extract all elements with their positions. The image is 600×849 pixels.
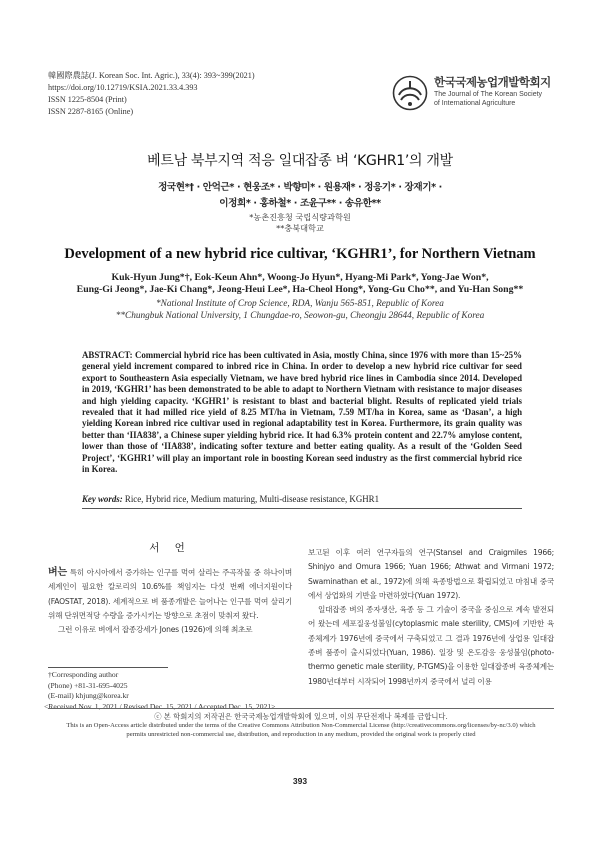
copyright-line-1: ⓒ 본 학회지의 저작권은 한국국제농업개발학회에 있으며, 이의 무단전재나 복제를 금합니다. bbox=[154, 712, 448, 721]
body-right-column bbox=[308, 546, 554, 689]
society-subtitle-line-2: of International Agriculture bbox=[434, 100, 516, 107]
korean-affiliations bbox=[0, 212, 600, 234]
society-subtitle-line-1: The Journal of The Korean Society bbox=[434, 91, 543, 98]
korean-authors bbox=[100, 180, 500, 212]
doi-link[interactable]: https://doi.org/10.12719/KSIA.2021.33.4.393 bbox=[48, 83, 198, 92]
author-email[interactable]: (E-mail) khjung@korea.kr bbox=[48, 691, 129, 700]
lead-word: 벼는 bbox=[48, 567, 67, 578]
korean-affiliation-1: *농촌진흥청 국립식량과학원 bbox=[249, 212, 351, 222]
body-left-column bbox=[48, 566, 292, 637]
korean-affiliation-2: **충북대학교 bbox=[276, 223, 324, 233]
corresponding-author: †Corresponding author bbox=[48, 670, 119, 679]
english-authors bbox=[70, 272, 530, 296]
journal-citation: 韓國際農誌(J. Korean Soc. Int. Agric.), 33(4): 393~399(2021) bbox=[48, 71, 255, 80]
section-heading-introduction: 서 언 bbox=[149, 542, 191, 554]
english-authors-line-2: Eung-Gi Jeong*, Jae-Ki Chang*, Jeong-Heui Lee*, Ha-Cheol Hong*, Yong-Gu Cho**, and Yu-Han Song** bbox=[76, 284, 524, 295]
korean-title: 베트남 북부지역 적응 일대잡종 벼 ‘KGHR1’의 개발 bbox=[147, 153, 453, 169]
english-affiliation-1: *National Institute of Crop Science, RDA, Wanju 565-851, Republic of Korea bbox=[156, 299, 444, 309]
journal-header bbox=[48, 70, 255, 118]
body-paragraph: 그런 이유로 벼에서 잡종강세가 Jones (1926)에 의해 최초로 bbox=[58, 625, 253, 635]
body-paragraph: 일대잡종 벼의 종자생산, 육종 등 그 기술이 중국을 중심으로 계속 발전되어 왔는데 세포질웅성불임(cytoplasmic male sterility, CMS)에 기반한 육종체계가 1976년에 중국에서 구축되었고 그 결과 1976년에 상업용 일대잡종벼 품종이 출시되었다(Yuan, 1986). 일장 및 온도감응 웅성불임(photo-thermo genetic male sterility, P-TGMS)을 이용한 일대잡종벼 육종체계는 1980년대부터 시작되어 1998년까지 중국에서 널리 이용 bbox=[308, 605, 554, 686]
keywords bbox=[82, 494, 522, 504]
abstract-divider bbox=[82, 508, 522, 509]
issn-online: ISSN 2287-8165 (Online) bbox=[48, 107, 134, 116]
body-paragraph bbox=[48, 566, 292, 623]
korean-authors-line-1: 정국현*† · 안억근* · 현웅조* · 박향미* · 원용재* · 정응기* · 장재기* · bbox=[158, 182, 442, 193]
english-authors-line-1: Kuk-Hyun Jung*†, Eok-Keun Ahn*, Woong-Jo Hyun*, Hyang-Mi Park*, Yong-Jae Won*, bbox=[111, 272, 489, 283]
page-number: 393 bbox=[292, 776, 308, 786]
author-phone: (Phone) +81-31-695-4025 bbox=[48, 680, 128, 690]
abstract: ABSTRACT: Commercial hybrid rice has been cultivated in Asia, mostly China, since 1976 with more than 15~25% general yield increment compared to inbred rice in China. In order to develop a new hybrid rice cultivar for seed export to Southeastern Asia especially Vietnam, we have bred hybrid rice lines in Cambodia since 2014. Developed in 2019, ‘KGHR1’ has been demonstrated to be able to adapt to Northern Vietnam with resistance to major diseases and high yielding capacity. ‘KGHR1’ is resistant to blast and bacterial blight. Results of replicated yield trials revealed that it had milled rice yield of 8.25 MT/ha in Vietnam, 7.59 MT/ha in Korea, same as ‘Dasan’, a high yielding Korean inbred rice cultivar used in regional adaptability test in Korea. Furthermore, its grain quality was better than ‘IIA838’, a Chinese super yielding hybrid rice. It had 6.3% protein content and 22.7% amylose content, lower than those of ‘IIA838’, indicating softer texture and better eating quality. As a result of the ‘Golden Seed Project’, ‘KGHR1’ will play an important role in boosting Korean seed industry as the first commercial hybrid rice in Korea. bbox=[82, 350, 522, 475]
body-text: 특히 아시아에서 증가하는 인구를 먹여 살리는 주곡작물 중 하나이며 세계인이 필요한 칼로리의 10.6%를 책임지는 다섯 번째 에너지원이다(FAOSTAT, 2018). 세계적으로 벼 품종개발은 늘어나는 인구를 먹여 살리기 위해 단위면적당 수량을 증가시키는 방향으로 초점이 맞춰져 왔다. bbox=[48, 568, 292, 620]
issn-print: ISSN 1225-8504 (Print) bbox=[48, 95, 127, 104]
keywords-label: Key words: bbox=[82, 494, 123, 504]
society-emblem-icon bbox=[392, 75, 428, 111]
footnote bbox=[44, 670, 276, 712]
copyright-notice bbox=[48, 712, 554, 739]
copyright-line-2: This is an Open-Access article distributed under the terms of the Creative Commons Attribution Non-Commercial License (http://creativecommons.org/licenses/by-nc/3.0) which bbox=[66, 722, 536, 729]
footnote-divider bbox=[48, 667, 168, 668]
english-affiliations bbox=[50, 299, 550, 322]
english-affiliation-2: **Chungbuk National University, 1 Chungdae-ro, Seowon-gu, Cheongju 28644, Republic of Korea bbox=[115, 310, 485, 321]
copyright-divider bbox=[48, 708, 554, 709]
society-subtitle bbox=[434, 90, 542, 108]
body-paragraph: 보고된 이후 여러 연구자들의 연구(Stansel and Craigmiles 1966; Shinjyo and Omura 1966; Yuan 1966; Athwat and Virmani 1972; Swaminathan et al., 1972)에 의해 육종방법으로 확립되었고 마침내 중국에서 상업화의 기반을 마련하였다(Yuan 1972). bbox=[308, 548, 554, 600]
received-dates: <Received Nov. 1, 2021 / Revised Dec. 15, 2021 / Accepted Dec. 15, 2021> bbox=[44, 701, 276, 711]
korean-authors-line-2: 이정희* · 홍하철* · 조윤구** · 송유한** bbox=[219, 198, 381, 209]
society-name: 한국국제농업개발학회지 bbox=[434, 75, 551, 89]
english-title: Development of a new hybrid rice cultivar, ‘KGHR1’, for Northern Vietnam bbox=[64, 246, 536, 262]
keywords-list: Rice, Hybrid rice, Medium maturing, Multi-disease resistance, KGHR1 bbox=[124, 494, 380, 504]
society-logo bbox=[392, 74, 572, 114]
copyright-line-3: permits unrestricted non-commercial use, distribution, and reproduction in any medium, provided the original work is properly cited bbox=[126, 731, 476, 738]
